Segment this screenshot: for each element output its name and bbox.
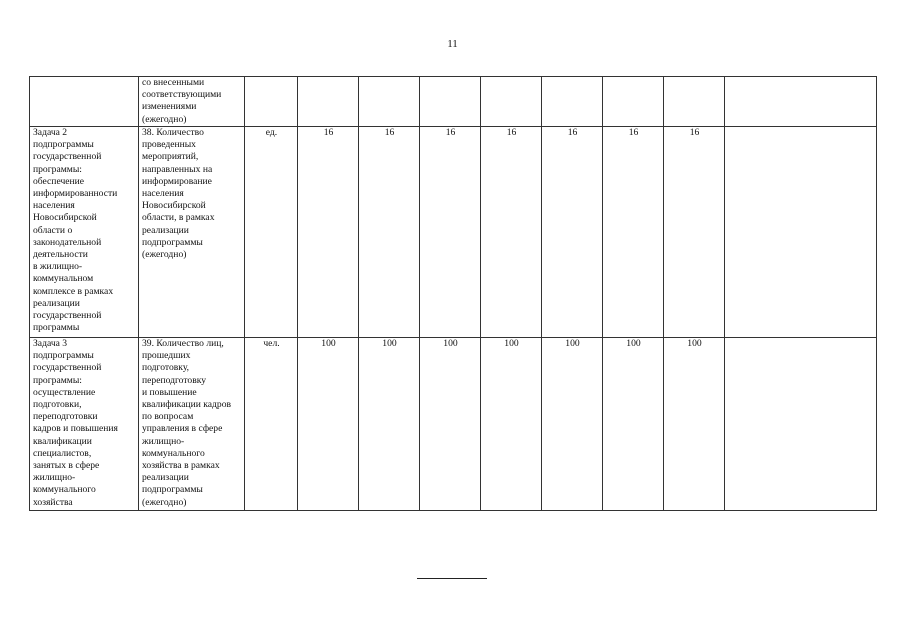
- value-cell: [298, 77, 359, 127]
- value-cell: [359, 77, 420, 127]
- note-cell: [725, 338, 877, 511]
- value-cell: 16: [664, 127, 725, 338]
- task-cell: Задача 3 подпрограммы государственной программы: осуществление подготовки, переподготовки кадров и повышения квалификации специалистов, занятых в сфере жилищно- коммунального хозяйства: [30, 338, 139, 511]
- value-cell: 100: [542, 338, 603, 511]
- indicator-cell: 39. Количество лиц, прошедших подготовку, переподготовку и повышение квалификации кадров по вопросам управления в сфере жилищно- коммунального хозяйства в рамках реализации подпрограммы (ежегодно): [139, 338, 245, 511]
- table-row: [30, 127, 877, 338]
- table-row: [30, 338, 877, 511]
- indicator-cell: 38. Количество проведенных мероприятий, направленных на информирование населения Новосибирской области, в рамках реализации подпрограммы (ежегодно): [139, 127, 245, 338]
- value-cell: 100: [420, 338, 481, 511]
- indicators-table: [29, 76, 877, 511]
- value-cell: 16: [420, 127, 481, 338]
- value-cell: 100: [603, 338, 664, 511]
- value-cell: 16: [298, 127, 359, 338]
- value-cell: [420, 77, 481, 127]
- value-cell: [542, 77, 603, 127]
- value-cell: 100: [481, 338, 542, 511]
- unit-cell: чел.: [245, 338, 298, 511]
- value-cell: 100: [359, 338, 420, 511]
- unit-cell: ед.: [245, 127, 298, 338]
- value-cell: 16: [359, 127, 420, 338]
- value-cell: 16: [481, 127, 542, 338]
- unit-cell: [245, 77, 298, 127]
- value-cell: 100: [664, 338, 725, 511]
- value-cell: [603, 77, 664, 127]
- value-cell: 16: [603, 127, 664, 338]
- value-cell: 100: [298, 338, 359, 511]
- note-cell: [725, 127, 877, 338]
- value-cell: [664, 77, 725, 127]
- task-cell: Задача 2 подпрограммы государственной программы: обеспечение информированности населения Новосибирской области о законодательной деятельности в жилищно- коммунальном комплексе в рамках реализации государственной программы: [30, 127, 139, 338]
- footnote-divider: [417, 578, 487, 579]
- value-cell: [481, 77, 542, 127]
- page-number: 11: [447, 38, 458, 50]
- indicator-cell: со внесенными соответствующими изменениями (ежегодно): [139, 77, 245, 127]
- table-row: [30, 77, 877, 127]
- task-cell: [30, 77, 139, 127]
- note-cell: [725, 77, 877, 127]
- value-cell: 16: [542, 127, 603, 338]
